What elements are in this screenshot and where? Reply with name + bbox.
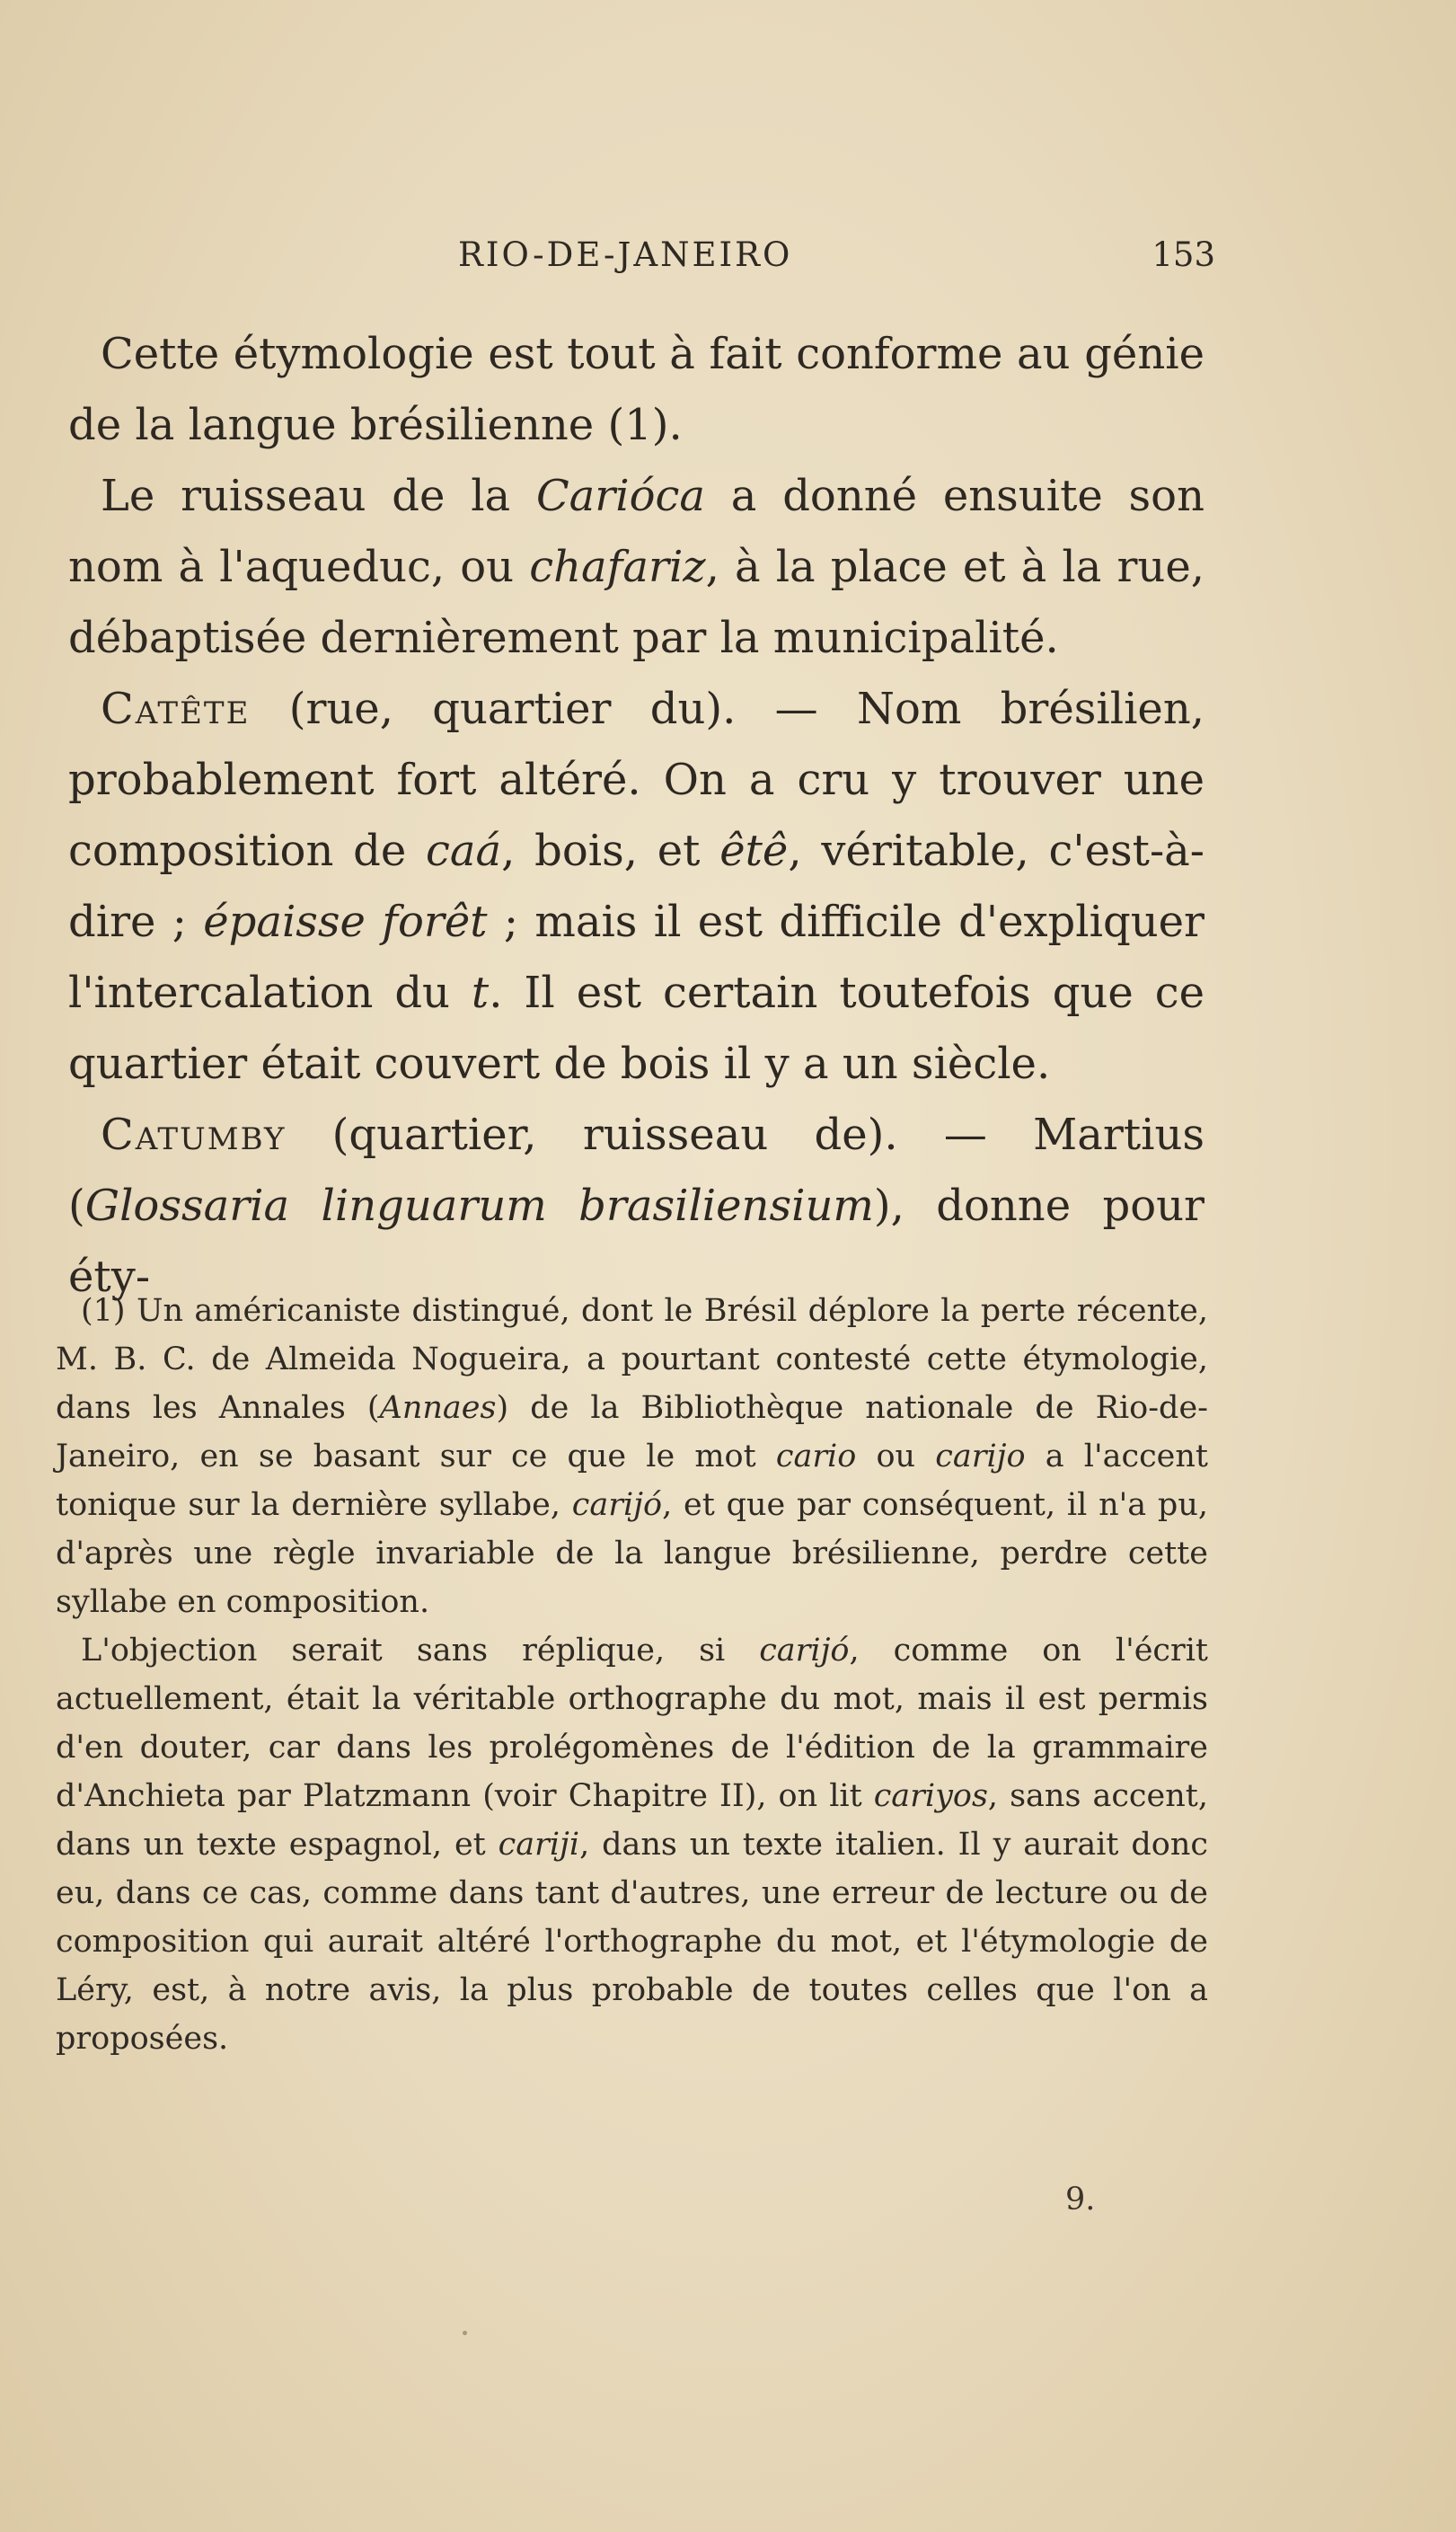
paper-speck bbox=[463, 2331, 467, 2335]
paragraph-2: Le ruisseau de la Carióca a donné ensuite son nom à l'aqueduc, ou chafariz, à la place et à la rue, débaptisée dernièrement par la municipalité. bbox=[68, 471, 1205, 663]
footnotes bbox=[56, 1287, 1208, 2063]
paragraph-catete: Catête (rue, quartier du). — Nom brésilien, probablement fort altéré. On a cru y trouver une composition de caá, bois, et êtê, véritable, c'est-à-dire ; épaisse forêt ; mais il est difficile d'expliquer l'intercalation du t. Il est certain toutefois que ce quartier était couvert de bois il y a un siècle. bbox=[68, 684, 1205, 1089]
paragraph-catumby: Catumby (quartier, ruisseau de). — Martius (Glossaria linguarum brasiliensium), donne pour éty- bbox=[68, 1110, 1205, 1302]
entry-head-catete: Catête bbox=[101, 684, 251, 734]
running-head bbox=[0, 235, 1456, 280]
signature-mark: 9. bbox=[1065, 2182, 1096, 2218]
footnote-1: (1) Un américaniste distingué, dont le Brésil déplore la perte récente, M. B. C. de Almeida Nogueira, a pourtant contesté cette étymologie, dans les Annales (Annaes) de la Bibliothèque nationale de Rio-de-Janeiro, en se basant sur ce que le mot cario ou carijo a l'accent tonique sur la dernière syllabe, carijó, et que par conséquent, il n'a pu, d'après une règle invariable de la langue brésilienne, perdre cette syllabe en composition. bbox=[56, 1293, 1208, 1620]
entry-head-catumby: Catumby bbox=[101, 1110, 287, 1160]
paragraph-1: Cette étymologie est tout à fait conforme au génie de la langue brésilienne (1). bbox=[68, 329, 1205, 450]
body-text bbox=[68, 319, 1205, 1313]
page-number: 153 bbox=[1152, 235, 1215, 274]
running-title: RIO-DE-JANEIRO bbox=[458, 235, 793, 274]
footnote-1-continued: L'objection serait sans réplique, si carijó, comme on l'écrit actuellement, était la véritable orthographe du mot, mais il est permis d'en douter, car dans les prolégomènes de l'édition de la grammaire d'Anchieta par Platzmann (voir Chapitre II), on lit cariyos, sans accent, dans un texte espagnol, et cariji, dans un texte italien. Il y aurait donc eu, dans ce cas, comme dans tant d'autres, une erreur de lecture ou de composition qui aurait altéré l'orthographe du mot, et l'étymologie de Léry, est, à notre avis, la plus probable de toutes celles que l'on a proposées. bbox=[56, 1633, 1209, 2057]
